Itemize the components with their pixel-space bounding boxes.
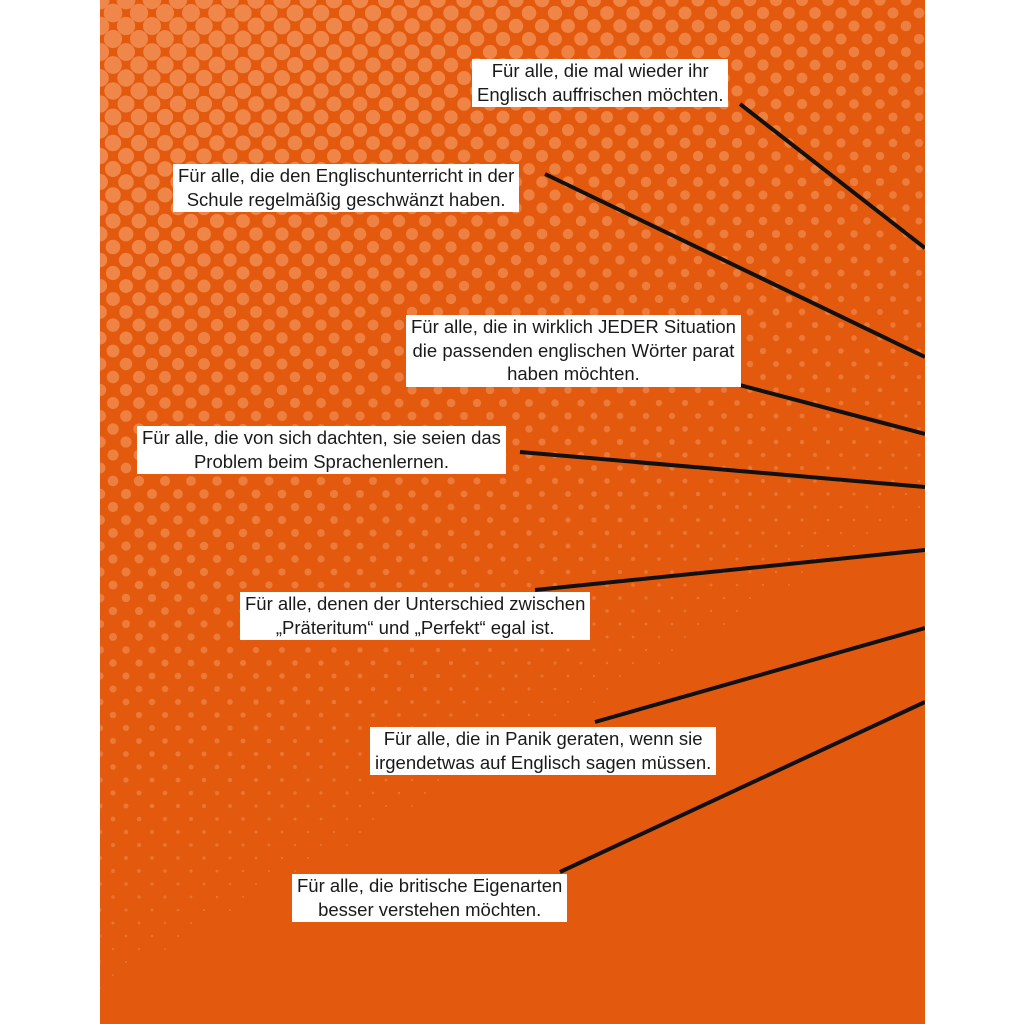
callout-line: Englisch auffrischen möchten. (472, 83, 728, 108)
callout-line: Für alle, die mal wieder ihr (472, 59, 728, 84)
page (100, 0, 925, 1024)
callout-auffrischen (472, 59, 728, 107)
callout-line: besser verstehen möchten. (292, 898, 567, 923)
callout-panik (370, 727, 716, 775)
background-pattern (100, 0, 925, 1024)
callout-problem (137, 426, 506, 474)
callout-line: Für alle, die den Englischunterricht in der (173, 164, 519, 189)
callout-line: Für alle, denen der Unterschied zwischen (240, 592, 590, 617)
callout-line: Für alle, die von sich dachten, sie seien das (137, 426, 506, 451)
callout-line: haben möchten. (406, 362, 741, 387)
callout-line: Für alle, die britische Eigenarten (292, 874, 567, 899)
callout-jeder-situation (406, 315, 741, 387)
callout-britisch (292, 874, 567, 922)
callout-line: Problem beim Sprachenlernen. (137, 450, 506, 475)
callout-line: die passenden englischen Wörter parat (406, 339, 741, 364)
callout-line: irgendetwas auf Englisch sagen müssen. (370, 751, 716, 776)
callout-praeteritum (240, 592, 590, 640)
callout-line: Schule regelmäßig geschwänzt haben. (173, 188, 519, 213)
callout-line: Für alle, die in Panik geraten, wenn sie (370, 727, 716, 752)
callout-geschwaenzt (173, 164, 519, 212)
callout-line: Für alle, die in wirklich JEDER Situation (406, 315, 741, 340)
callout-line: „Präteritum“ und „Perfekt“ egal ist. (240, 616, 590, 641)
